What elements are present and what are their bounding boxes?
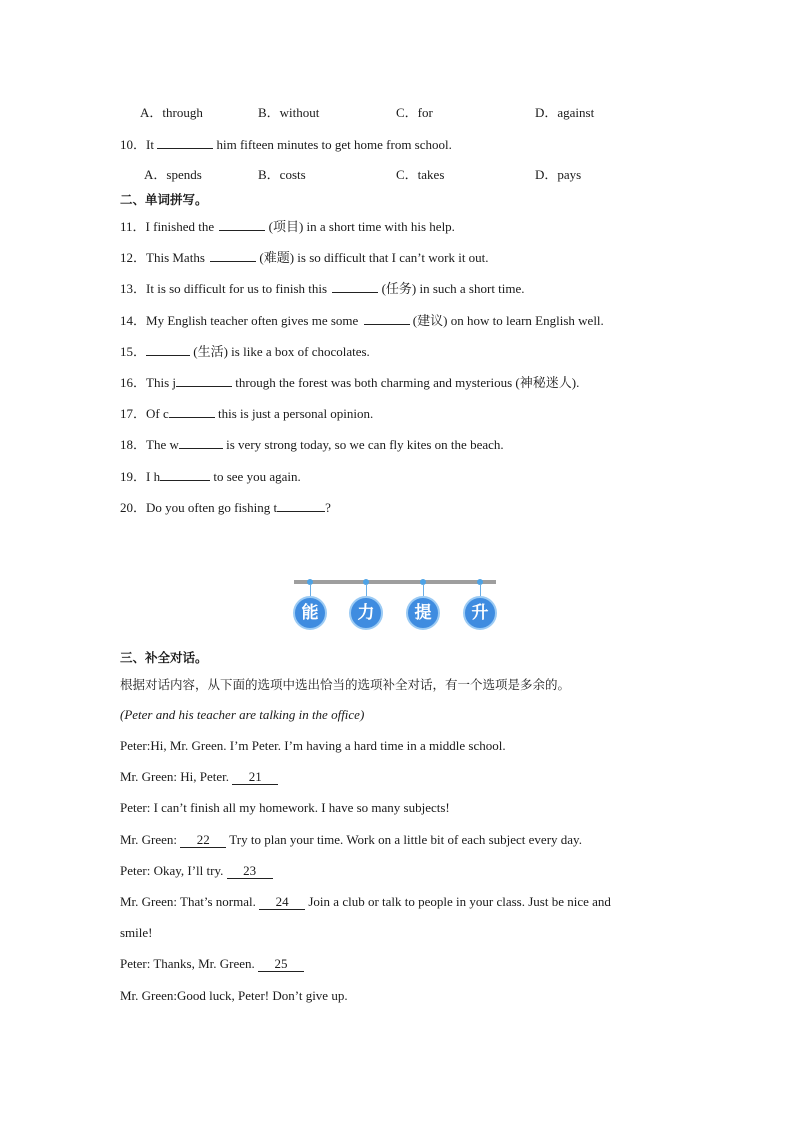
q10-option-a: A．spends	[144, 167, 202, 182]
spelling-question-19	[120, 467, 301, 486]
question-text-before: This j	[146, 375, 176, 390]
question-number: 20．	[120, 500, 147, 515]
spelling-question-14	[120, 311, 604, 330]
question-text-after: to see you again.	[210, 469, 301, 484]
question-number: 19．	[120, 469, 147, 484]
answer-blank-24[interactable]: 24	[259, 895, 305, 910]
spelling-question-12	[120, 248, 489, 267]
answer-blank[interactable]	[169, 404, 215, 418]
answer-blank[interactable]	[219, 217, 265, 231]
q10-option-c: C．takes	[396, 167, 445, 182]
answer-blank-25[interactable]: 25	[258, 957, 304, 972]
dialogue-line: Mr. Green: Hi, Peter. 21	[120, 768, 278, 786]
q9-option-d: D．against	[535, 105, 595, 120]
answer-blank[interactable]	[146, 342, 190, 356]
banner-char: 力	[349, 596, 383, 630]
question-number: 18．	[120, 437, 147, 452]
answer-blank-21[interactable]: 21	[232, 770, 278, 785]
q9-option-a: A．through	[140, 105, 203, 120]
answer-blank[interactable]	[364, 311, 410, 325]
spelling-question-16	[120, 373, 579, 392]
dialogue-line: smile!	[120, 925, 153, 940]
question-text-before: Do you often go fishing t	[146, 500, 278, 515]
question-text-before: It is so difficult for us to finish this	[146, 281, 331, 296]
answer-blank-22[interactable]: 22	[180, 833, 226, 848]
q10-option-d: D．pays	[535, 167, 582, 182]
question-number: 16．	[120, 375, 147, 390]
dialogue-line: Mr. Green:Good luck, Peter! Don’t give up.	[120, 988, 348, 1003]
scene-description: (Peter and his teacher are talking in the office)	[120, 707, 365, 722]
answer-blank[interactable]	[179, 435, 223, 449]
answer-blank[interactable]	[160, 467, 210, 481]
answer-blank[interactable]	[176, 373, 232, 387]
banner-char: 提	[406, 596, 440, 630]
section-2-heading: 二、单词拼写。	[120, 192, 208, 207]
question-text-after: is very strong today, so we can fly kites on the beach.	[222, 437, 504, 452]
dialogue-line: Peter: Okay, I’ll try. 23	[120, 862, 273, 880]
q10-option-b: B．costs	[258, 167, 306, 182]
spelling-question-17	[120, 404, 373, 423]
question-text-after: this is just a personal opinion.	[214, 406, 374, 421]
question-text-before: Of c	[146, 406, 169, 421]
dialogue-line: Mr. Green: 22 Try to plan your time. Work on a little bit of each subject every day.	[120, 832, 582, 847]
banner-badge	[293, 576, 331, 634]
question-text-after: (建议) on how to learn English well.	[409, 313, 604, 328]
banner-badge	[463, 576, 501, 634]
answer-blank-23[interactable]: 23	[227, 864, 273, 879]
question-number: 13．	[120, 281, 147, 296]
question-text-before: The w	[146, 437, 179, 452]
answer-blank[interactable]	[332, 279, 378, 293]
question-number: 17．	[120, 406, 147, 421]
question-text-after: (任务) in such a short time.	[378, 281, 525, 296]
dialogue-line: Mr. Green: That’s normal. 24 Join a club or talk to people in your class. Just be nice and	[120, 894, 611, 909]
question-text-after: (生活) is like a box of chocolates.	[190, 344, 370, 359]
question-text-before: My English teacher often gives me some	[146, 313, 362, 328]
spelling-question-15	[120, 342, 370, 361]
question-number: 11．	[120, 219, 146, 234]
question-number: 12．	[120, 250, 147, 265]
banner-char: 升	[463, 596, 497, 630]
spelling-question-13	[120, 279, 525, 298]
banner-badge	[349, 576, 387, 634]
question-text-before: This Maths	[146, 250, 209, 265]
spelling-question-20	[120, 498, 331, 517]
spelling-question-18	[120, 435, 504, 454]
answer-blank[interactable]	[277, 498, 325, 512]
banner-badge	[406, 576, 444, 634]
instructions: 根据对话内容，从下面的选项中选出恰当的选项补全对话，有一个选项是多余的。	[120, 677, 571, 692]
question-text-before: I h	[146, 469, 161, 484]
answer-blank[interactable]	[210, 248, 256, 262]
section-3-heading: 三、补全对话。	[120, 650, 208, 665]
q9-option-c: C．for	[396, 105, 433, 120]
answer-blank[interactable]	[157, 135, 213, 149]
ability-banner	[294, 576, 496, 638]
question-text-after: through the forest was both charming and mysterious (神秘迷人).	[232, 375, 580, 390]
dialogue-line: Peter:Hi, Mr. Green. I’m Peter. I’m having a hard time in a middle school.	[120, 738, 506, 753]
dialogue-line: Peter: I can’t finish all my homework. I have so many subjects!	[120, 800, 450, 815]
question-10: 10．It him fifteen minutes to get home from school.	[120, 137, 452, 152]
question-text-after: ?	[325, 500, 331, 515]
spelling-question-11	[120, 217, 455, 236]
dialogue-line: Peter: Thanks, Mr. Green. 25	[120, 955, 304, 973]
question-text-after: (项目) in a short time with his help.	[265, 219, 455, 234]
question-text-after: (难题) is so difficult that I can’t work it out.	[256, 250, 489, 265]
question-number: 15．	[120, 344, 147, 359]
q9-option-b: B．without	[258, 105, 320, 120]
banner-char: 能	[293, 596, 327, 630]
question-text-before: I finished the	[145, 219, 218, 234]
question-number: 14．	[120, 313, 147, 328]
